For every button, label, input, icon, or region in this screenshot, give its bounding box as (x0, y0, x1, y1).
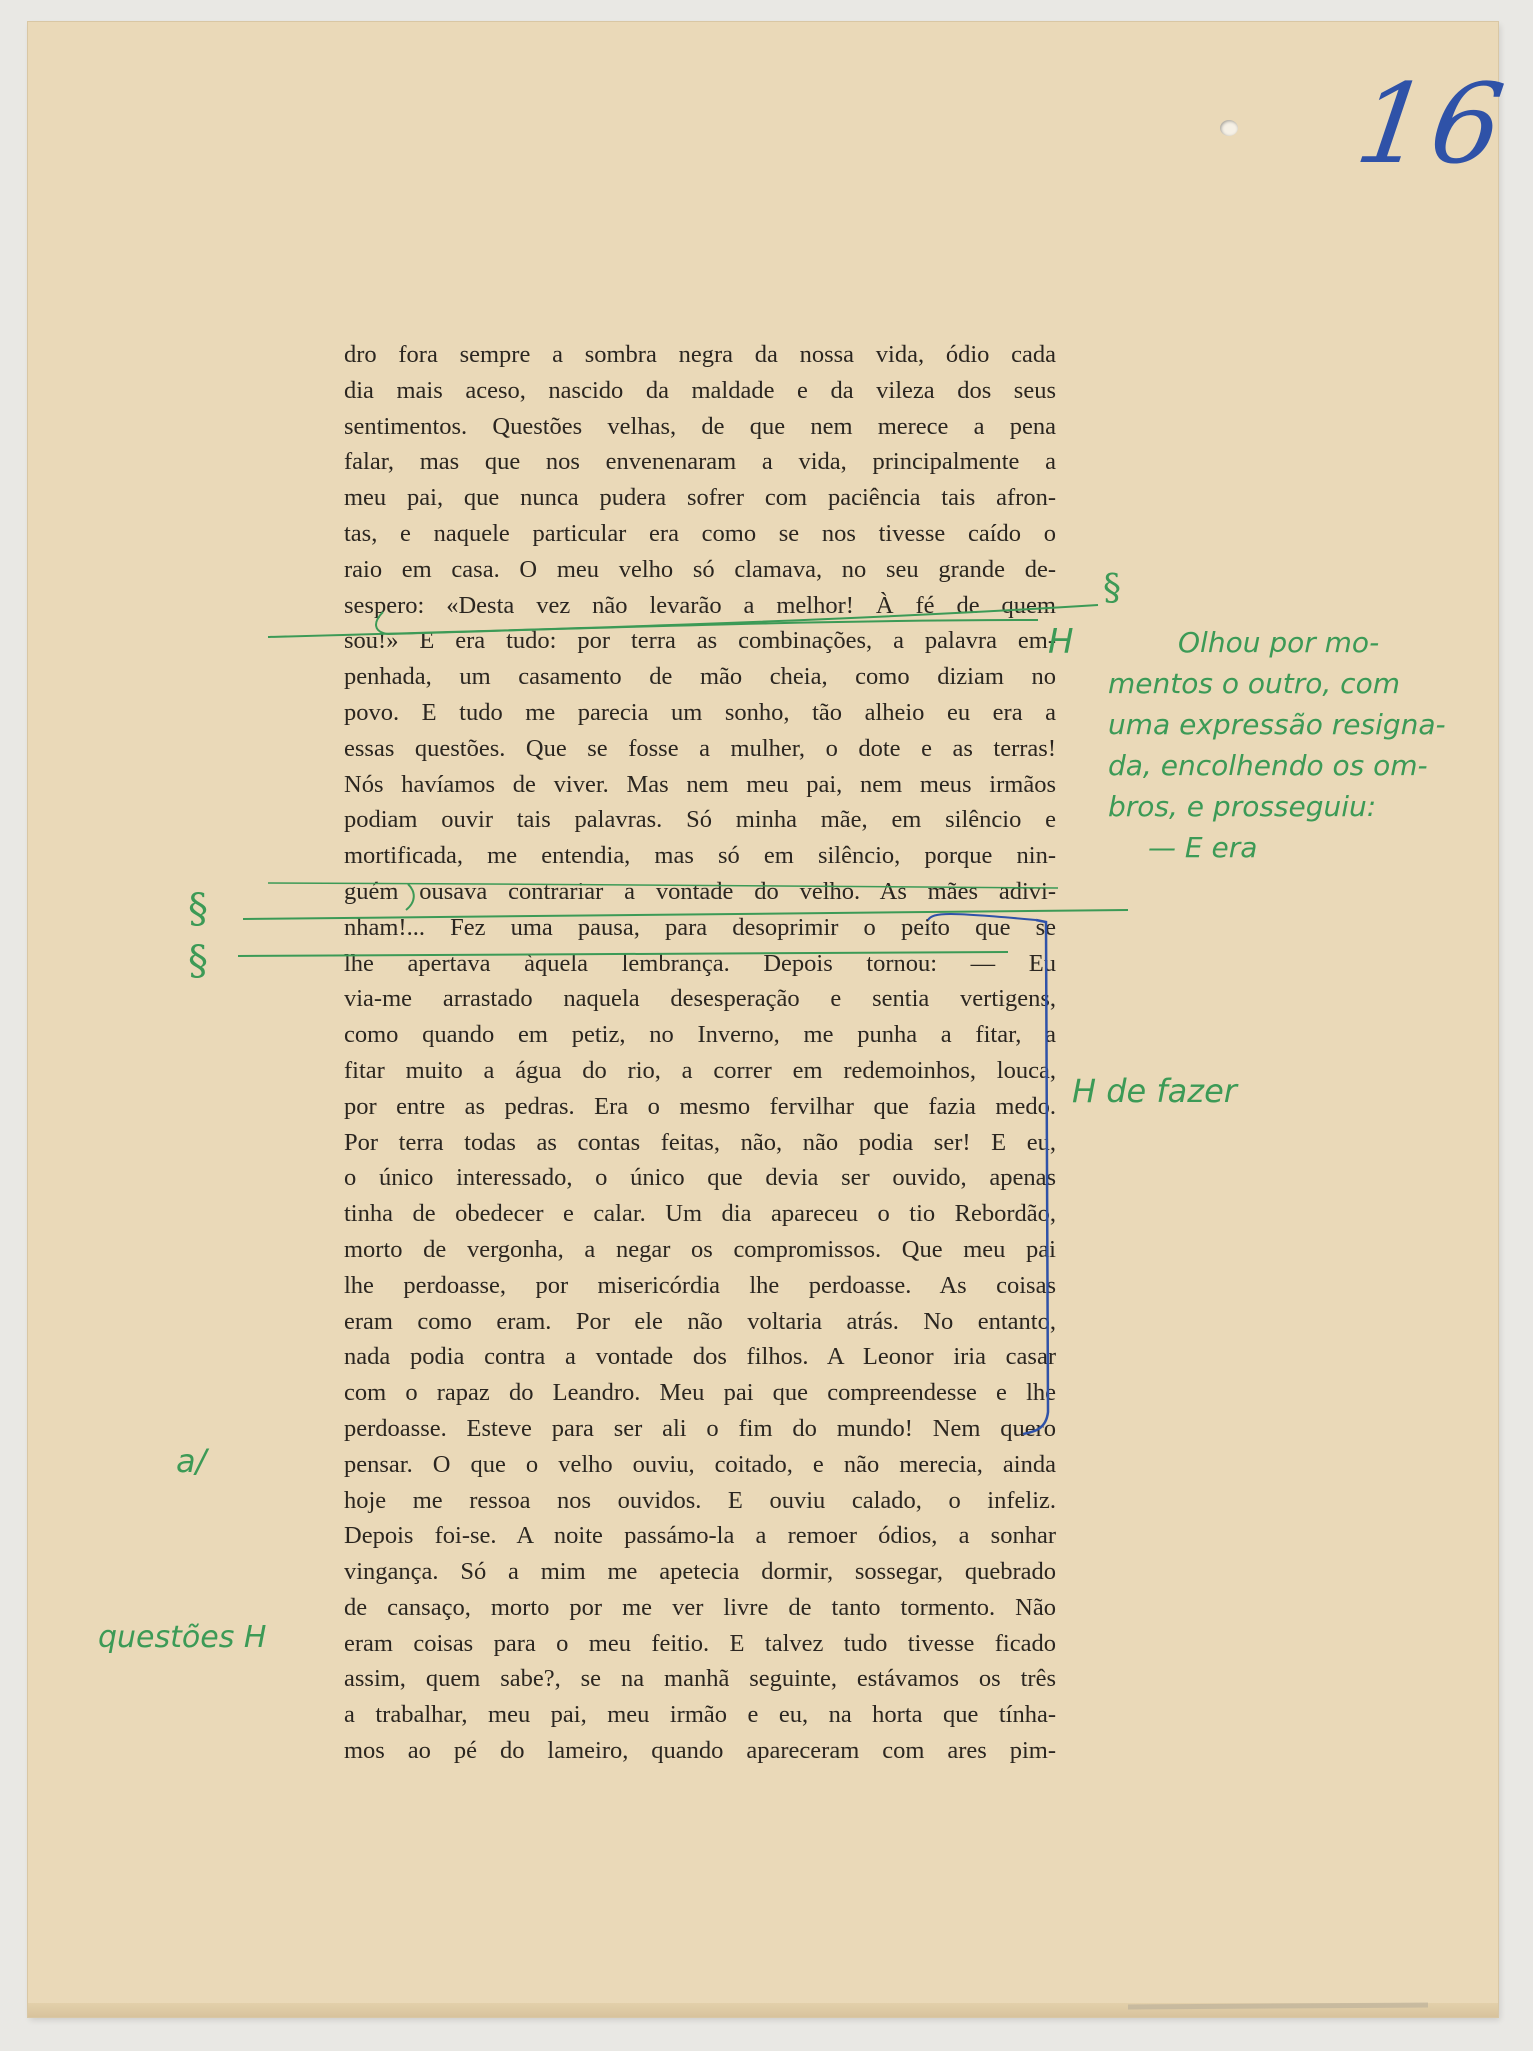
text-line: tinha de obedecer e calar. Um dia apareceu o tio Rebordão, (344, 1200, 1056, 1228)
text-line: tas, e naquele particular era como se nos tivesse caído o (344, 519, 1056, 547)
text-line: como quando em petiz, no Inverno, me punha a fitar, a (344, 1021, 1056, 1049)
paragraph-line-2 (238, 952, 1008, 956)
text-line: sespero: «Desta vez não levarão a melhor! À fé de quem (344, 591, 1056, 619)
editing-marks (28, 22, 1498, 2017)
text-line: eram como eram. Por ele não voltaria atrás. No entanto, (344, 1307, 1056, 1335)
margin-note-de-fazer: H de fazer (1072, 1072, 1237, 1110)
text-line: dro fora sempre a sombra negra da nossa vida, ódio cada (344, 341, 1056, 368)
section-mark-icon: § (188, 886, 208, 932)
text-line: Por terra todas as contas feitas, não, não podia ser! E eu, (344, 1128, 1056, 1156)
text-line: vingança. Só a mim me apetecia dormir, sossegar, quebrado (344, 1558, 1056, 1586)
section-mark-icon-3: § (1103, 568, 1121, 609)
paper-scratch (1128, 2005, 1428, 2007)
margin-note-line: Olhou por mo- (1178, 626, 1380, 659)
margin-note-a: a/ (176, 1442, 207, 1480)
text-line: Nós havíamos de viver. Mas nem meu pai, nem meus irmãos (344, 770, 1056, 798)
underline-mark-2 (268, 883, 1058, 888)
text-line: morto de vergonha, a negar os compromissos. Que meu pai (344, 1235, 1056, 1263)
margin-note-line: da, encolhendo os om- (1108, 749, 1428, 782)
underline-mark (388, 620, 1038, 634)
margin-note-line: — E era (1148, 831, 1258, 864)
text-line: hoje me ressoa nos ouvidos. E ouviu calado, o infeliz. (344, 1486, 1056, 1514)
text-line: via-me arrastado naquela desesperação e sentia vertigens, (344, 985, 1056, 1013)
text-line: falar, mas que nos envenenaram a vida, principalmente a (344, 448, 1056, 476)
text-line: sou!» E era tudo: por terra as combinações, a palavra em- (344, 627, 1056, 655)
margin-note-line: bros, e prosseguiu: (1108, 790, 1377, 823)
text-line: o único interessado, o único que devia ser ouvido, apenas (344, 1164, 1056, 1192)
text-line: meu pai, que nunca pudera sofrer com paciência tais afron- (344, 484, 1056, 512)
text-line: eram coisas para o meu feitio. E talvez tudo tivesse ficado (344, 1629, 1056, 1657)
text-line: penhada, um casamento de mão cheia, como diziam no (344, 663, 1056, 691)
text-line: pensar. O que o velho ouviu, coitado, e não merecia, ainda (344, 1450, 1056, 1478)
bracket-mark-2 (406, 884, 414, 910)
text-line: assim, quem sabe?, se na manhã seguinte, estávamos os três (344, 1665, 1056, 1693)
text-line: Depois foi-se. A noite passámo-la a remoer ódios, a sonhar (344, 1522, 1056, 1550)
text-line: a trabalhar, meu pai, meu irmão e eu, na horta que tínha- (344, 1701, 1056, 1729)
text-line: perdoasse. Esteve para ser ali o fim do mundo! Nem quero (344, 1414, 1056, 1442)
blue-bracket-mark (1023, 920, 1048, 1434)
text-line: mos ao pé do lameiro, quando apareceram com ares pim- (344, 1737, 1056, 1765)
text-line: podiam ouvir tais palavras. Só minha mãe, em silêncio e (344, 806, 1056, 834)
margin-note-line: mentos o outro, com (1108, 667, 1400, 700)
text-line: lhe apertava àquela lembrança. Depois tornou: — Eu (344, 949, 1056, 977)
text-line: raio em casa. O meu velho só clamava, no seu grande de- (344, 555, 1056, 583)
section-mark-icon-2: § (188, 938, 208, 984)
text-line: lhe perdoasse, por misericórdia lhe perdoasse. As coisas (344, 1271, 1056, 1299)
text-line: mortificada, me entendia, mas só em silêncio, porque nin- (344, 842, 1056, 870)
blue-bracket-top (928, 914, 1036, 920)
text-line: guém ousava contrariar a vontade do velho. As mães adivi- (344, 877, 1056, 905)
manuscript-page (28, 22, 1515, 2017)
bracket-mark (376, 612, 388, 634)
page-number: 16 (1349, 60, 1515, 188)
text-line: de cansaço, morto por me ver livre de tanto tormento. Não (344, 1593, 1056, 1621)
text-line: fitar muito a água do rio, a correr em redemoinhos, louca, (344, 1056, 1056, 1084)
text-line: com o rapaz do Leandro. Meu pai que compreendesse e lhe (344, 1379, 1056, 1407)
text-line: povo. E tudo me parecia um sonho, tão alheio eu era a (344, 698, 1056, 726)
margin-note-line: uma expressão resigna- (1108, 708, 1446, 741)
text-line: por entre as pedras. Era o mesmo fervilhar que fazia medo. (344, 1092, 1056, 1120)
paragraph-line (243, 910, 1128, 919)
text-line: essas questões. Que se fosse a mulher, o dote e as terras! (344, 734, 1056, 762)
text-line: sentimentos. Questões velhas, de que nem merece a pena (344, 412, 1056, 440)
margin-note-questoes: questões H (98, 1620, 267, 1655)
text-line: nham!... Fez uma pausa, para desoprimir o peito que se (344, 913, 1056, 941)
text-line: dia mais aceso, nascido da maldade e da vileza dos seus (344, 376, 1056, 404)
insertion-mark-h: H (1048, 622, 1074, 662)
text-line: nada podia contra a vontade dos filhos. A Leonor iria casar (344, 1343, 1056, 1371)
